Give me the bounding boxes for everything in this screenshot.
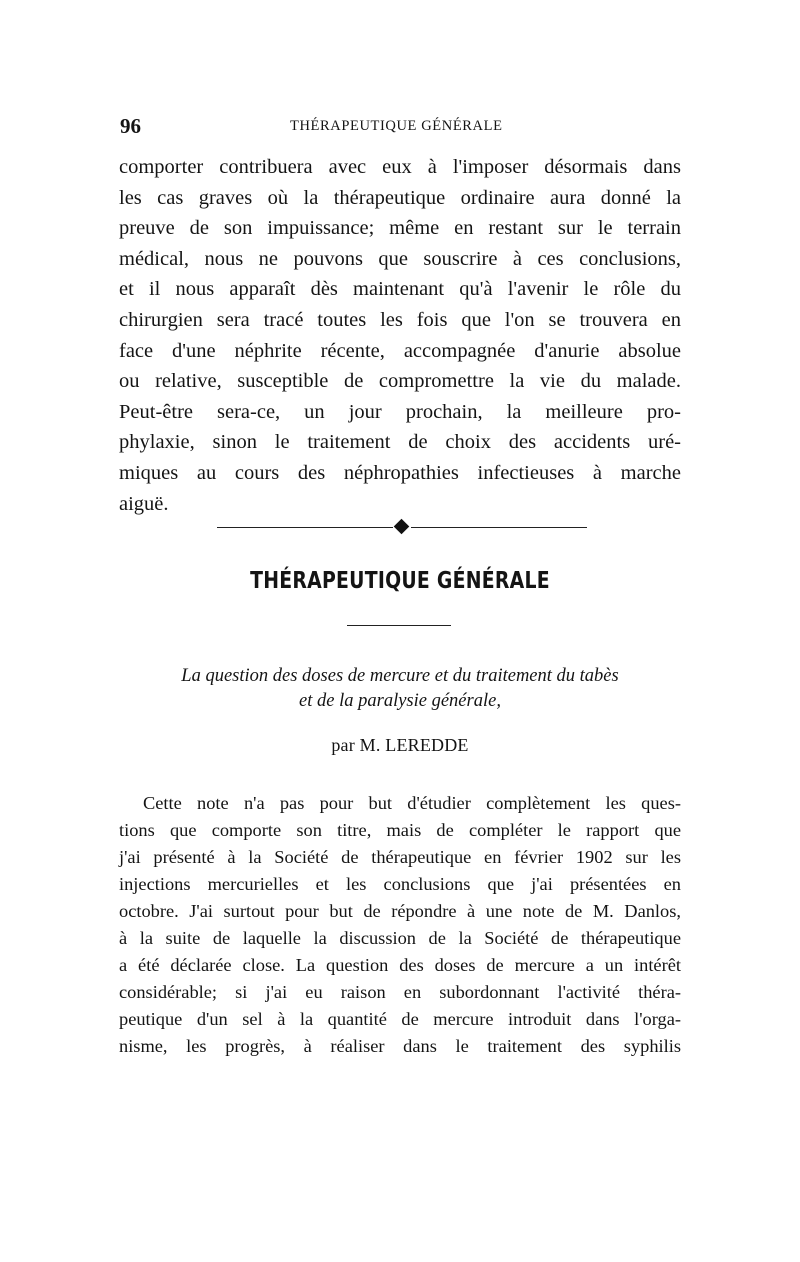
text-line: octobre. J'ai surtout pour but de répondre à une note de M. Danlos,	[119, 901, 681, 922]
article-title	[100, 664, 700, 714]
running-head	[120, 114, 680, 140]
text-line: à la suite de laquelle la discussion de la Société de thérapeutique	[119, 928, 681, 949]
text-line: et il nous apparaît dès maintenant qu'à l'avenir le rôle du	[119, 278, 681, 301]
text-line: peutique d'un sel à la quantité de mercure introduit dans l'orga-	[119, 1009, 681, 1030]
article-author: par M. LEREDDE	[331, 735, 469, 755]
divider-rule-left	[217, 527, 393, 528]
text-line: ou relative, susceptible de compromettre la vie du malade.	[119, 370, 681, 393]
text-line: comporter contribuera avec eux à l'imposer désormais dans	[119, 156, 681, 178]
text-line: chirurgien sera tracé toutes les fois que l'on se trouvera en	[119, 308, 681, 331]
text-line: Cette note n'a pas pour but d'étudier complètement les ques-	[143, 793, 681, 813]
text-line: considérable; si j'ai eu raison en subordonnant l'activité théra-	[119, 982, 681, 1003]
divider-rule-right	[411, 527, 587, 528]
diamond-icon	[394, 519, 410, 535]
text-line: injections mercurielles et les conclusions que j'ai présentées en	[119, 874, 681, 895]
heading-underline-rule	[347, 625, 451, 626]
text-line: les cas graves où la thérapeutique ordinaire aura donné la	[119, 186, 681, 209]
text-line: nisme, les progrès, à réaliser dans le traitement des syphilis	[119, 1036, 681, 1057]
text-line: preuve de son impuissance; même en restant sur le terrain	[119, 217, 681, 240]
text-line: j'ai présenté à la Société de thérapeutique en février 1902 sur les	[119, 847, 681, 868]
text-line: phylaxie, sinon le traitement de choix des accidents uré-	[119, 431, 681, 454]
text-line: tions que comporte son titre, mais de compléter le rapport que	[119, 820, 681, 841]
section-heading: THÉRAPEUTIQUE GÉNÉRALE	[250, 568, 550, 594]
text-line: a été déclarée close. La question des doses de mercure a un intérêt	[119, 955, 681, 976]
continuation-paragraph	[119, 152, 681, 519]
text-line: Peut-être sera-ce, un jour prochain, la meilleure pro-	[119, 400, 681, 423]
article-title-line: La question des doses de mercure et du traitement du tabès	[181, 666, 619, 686]
article-body	[119, 790, 681, 1060]
running-title: THÉRAPEUTIQUE GÉNÉRALE	[290, 118, 503, 134]
page-number: 96	[120, 114, 141, 138]
text-line: médical, nous ne pouvons que souscrire à ces conclusions,	[119, 247, 681, 270]
text-line: aiguë.	[119, 492, 169, 515]
section-divider-ornament	[217, 518, 587, 538]
text-line: miques au cours des néphropathies infectieuses à marche	[119, 461, 681, 484]
text-line: face d'une néphrite récente, accompagnée d'anurie absolue	[119, 339, 681, 362]
article-title-line: et de la paralysie générale,	[299, 691, 501, 711]
